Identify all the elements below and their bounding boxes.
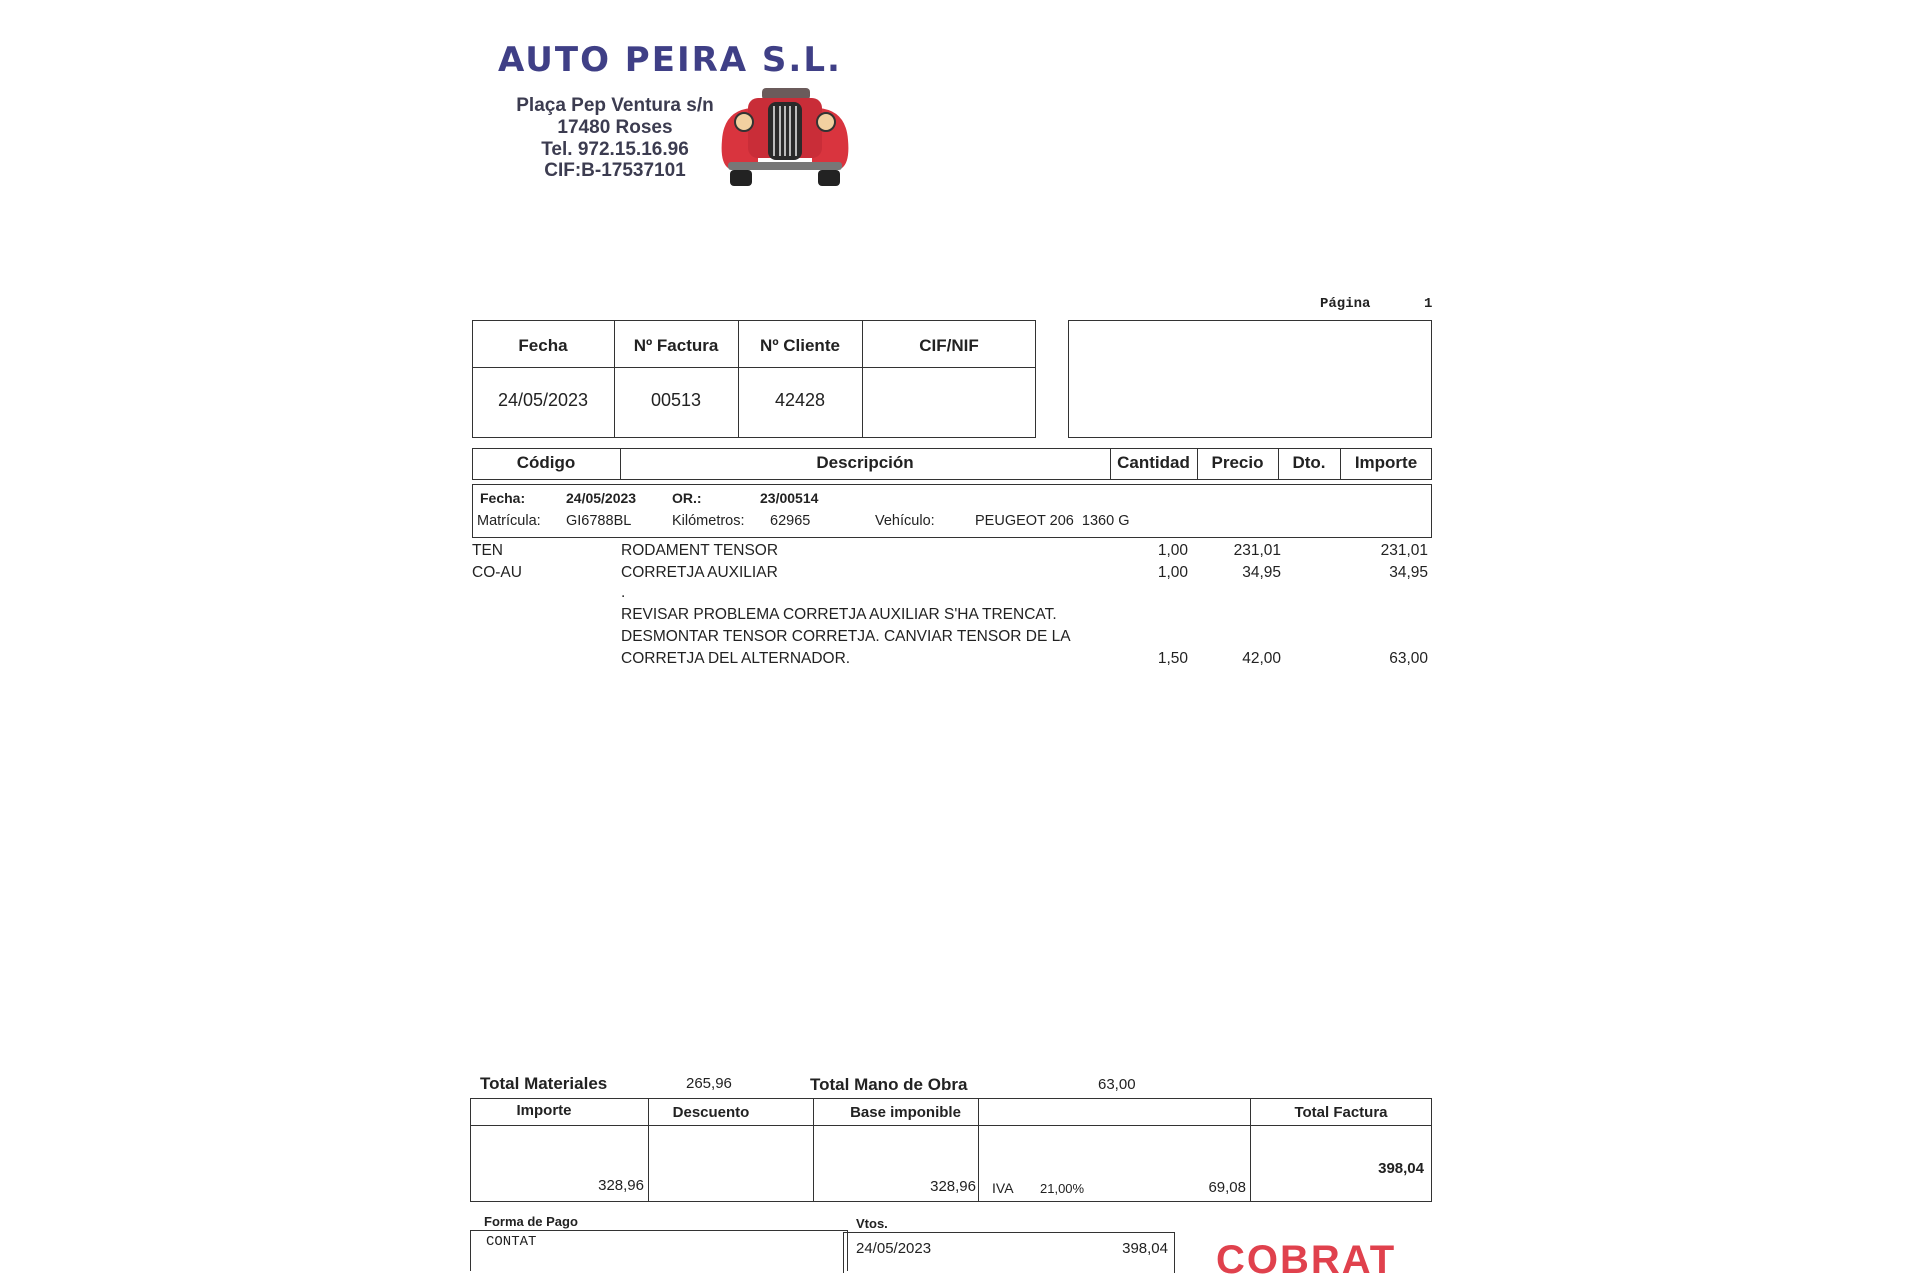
line-amount: 231,01: [1380, 542, 1428, 559]
col-descripcion: Descripción: [816, 453, 914, 472]
car-logo-icon: [718, 82, 852, 190]
paid-stamp: COBRAT: [1216, 1238, 1397, 1282]
order-or-number: 23/00514: [760, 490, 819, 506]
line-price: 34,95: [1242, 564, 1281, 581]
labor-quantity: 1,50: [1157, 650, 1188, 667]
cliente-header: Nº Cliente: [760, 336, 840, 355]
col-dto: Dto.: [1292, 453, 1326, 472]
order-date: 24/05/2023: [566, 490, 637, 506]
col-cantidad: Cantidad: [1117, 453, 1190, 472]
iva-label: IVA: [992, 1180, 1014, 1196]
company-city: 17480 Roses: [557, 117, 673, 138]
client-address-box: [1068, 320, 1432, 438]
line-amount: 34,95: [1389, 564, 1428, 581]
importe-header: Importe: [516, 1102, 572, 1119]
cif-header: CIF/NIF: [919, 336, 979, 355]
base-value: 328,96: [930, 1178, 976, 1195]
total-labor-label: Total Mano de Obra: [810, 1075, 968, 1094]
labor-price: 42,00: [1242, 650, 1281, 667]
col-codigo: Código: [516, 453, 576, 472]
payment-method-label: Forma de Pago: [484, 1214, 578, 1229]
company-address: Plaça Pep Ventura s/n: [516, 95, 714, 116]
plate-value: GI6788BL: [566, 513, 632, 529]
line-code: CO-AU: [472, 564, 522, 581]
labor-description-2: DESMONTAR TENSOR CORRETJA. CANVIAR TENSOR DE LA: [621, 628, 1071, 645]
due-date: 24/05/2023: [856, 1240, 932, 1257]
importe-value: 328,96: [598, 1177, 644, 1194]
labor-separator: .: [621, 584, 626, 601]
col-precio: Precio: [1211, 453, 1264, 472]
order-date-label: Fecha:: [480, 490, 526, 506]
km-value: 62965: [770, 513, 811, 529]
total-factura-header: Total Factura: [1294, 1104, 1388, 1121]
labor-description-3: CORRETJA DEL ALTERNADOR.: [621, 650, 851, 667]
labor-amount: 63,00: [1389, 650, 1428, 667]
fecha-header: Fecha: [518, 336, 568, 355]
line-code: TEN: [472, 542, 503, 559]
page-label: Página: [1320, 296, 1371, 312]
vehicle-label: Vehículo:: [875, 513, 935, 529]
line-quantity: 1,00: [1157, 564, 1188, 581]
company-phone: Tel. 972.15.16.96: [541, 139, 689, 160]
total-materials-label: Total Materiales: [480, 1074, 608, 1093]
payment-method: CONTAT: [486, 1234, 537, 1250]
base-header: Base imponible: [850, 1104, 961, 1121]
labor-description-1: REVISAR PROBLEMA CORRETJA AUXILIAR S'HA TRENCAT.: [621, 606, 1057, 623]
due-label: Vtos.: [856, 1216, 888, 1231]
company-name: AUTO PEIRA S.L.: [498, 40, 842, 80]
total-materials: 265,96: [686, 1075, 732, 1092]
client-number: 42428: [774, 390, 826, 410]
total-labor: 63,00: [1098, 1076, 1136, 1093]
km-label: Kilómetros:: [672, 513, 745, 529]
total-factura-value: 398,04: [1378, 1160, 1424, 1177]
due-amount: 398,04: [1122, 1240, 1168, 1257]
page-number: 1: [1424, 296, 1433, 312]
invoice-number: 00513: [650, 390, 702, 410]
order-or-label: OR.:: [672, 490, 702, 506]
vehicle-value: PEUGEOT 206 1360 G: [975, 513, 1130, 529]
company-cif: CIF:B-17537101: [544, 160, 686, 181]
line-description: RODAMENT TENSOR: [621, 542, 779, 559]
col-importe: Importe: [1354, 453, 1418, 472]
factura-header: Nº Factura: [633, 336, 719, 355]
iva-percent: 21,00%: [1040, 1181, 1085, 1196]
iva-value: 69,08: [1208, 1179, 1246, 1196]
plate-label: Matrícula:: [477, 513, 541, 529]
line-description: CORRETJA AUXILIAR: [621, 564, 778, 581]
invoice-date: 24/05/2023: [497, 390, 589, 410]
line-quantity: 1,00: [1157, 542, 1188, 559]
descuento-header: Descuento: [672, 1104, 750, 1121]
line-price: 231,01: [1233, 542, 1281, 559]
